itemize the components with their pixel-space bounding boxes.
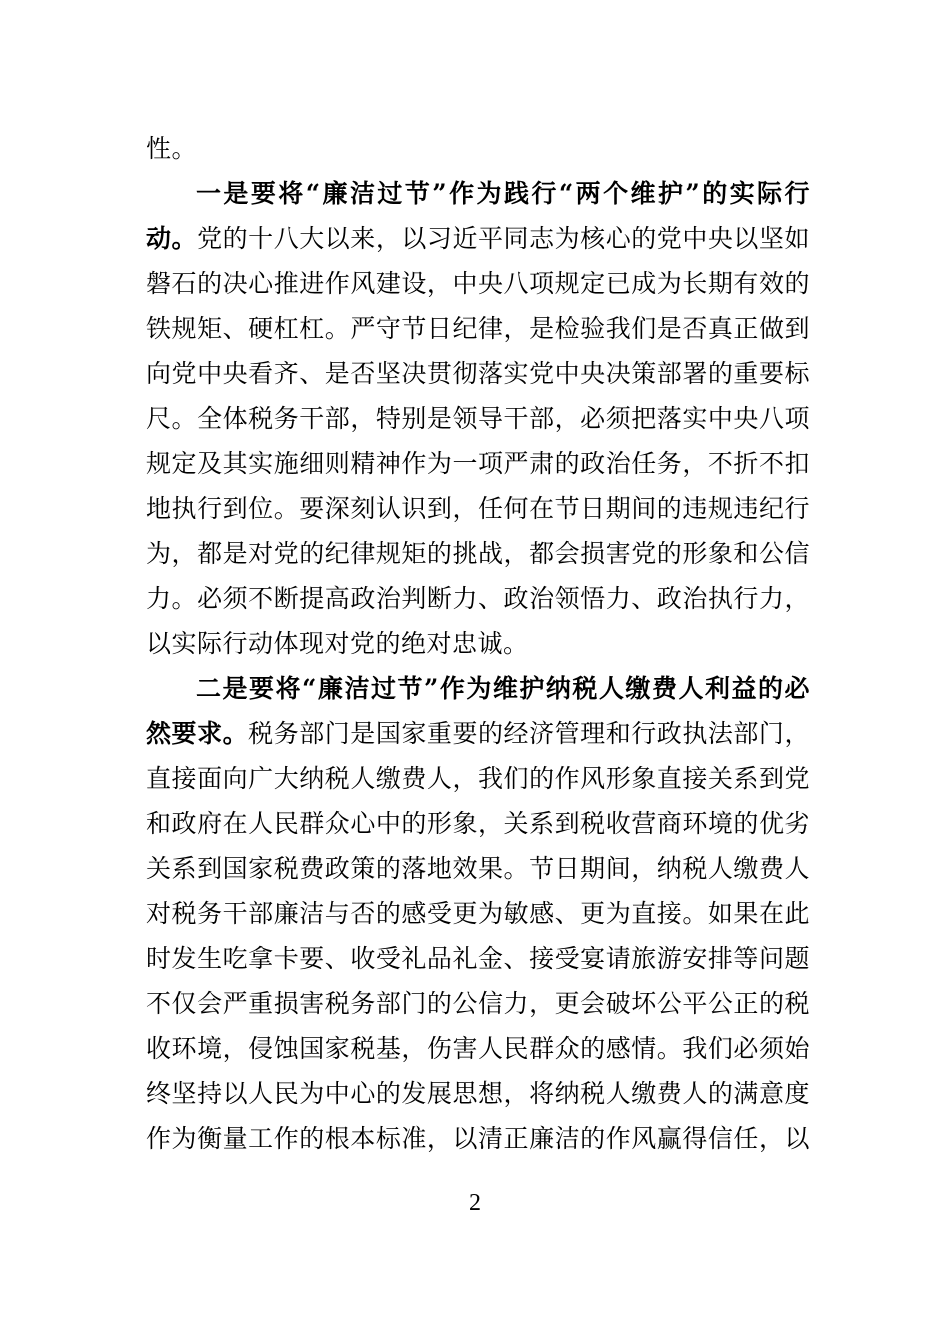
text-line: 时发生吃拿卡要、收受礼品礼金、接受宴请旅游安排等问题 [146,944,810,973]
text-line [146,712,810,756]
text-line: 尺。全体税务干部，特别是领导干部，必须把落实中央八项 [146,404,810,433]
heading-text: 二是要将“廉洁过节”作为维护纳税人缴费人利益的必 [196,674,810,703]
text-line: 不仅会严重损害税务部门的公信力，更会破坏公平公正的税 [146,989,810,1018]
section-heading-1 [196,172,810,216]
text-line: 对税务干部廉洁与否的感受更为敏感、更为直接。如果在此 [146,899,810,928]
heading-text: 然要求。 [146,719,249,748]
section-heading-2 [196,667,810,711]
heading-text: 一是要将“廉洁过节”作为践行“两个维护”的实际行 [196,179,810,208]
text-line: 铁规矩、硬杠杠。严守节日纪律，是检验我们是否真正做到 [146,314,810,343]
text-line: 终坚持以人民为中心的发展思想，将纳税人缴费人的满意度 [146,1079,810,1108]
body-text: 税务部门是国家重要的经济管理和行政执法部门， [248,719,810,748]
text-line: 力。必须不断提高政治判断力、政治领悟力、政治执行力， [146,584,810,613]
text-line: 向党中央看齐、是否坚决贯彻落实党中央决策部署的重要标 [146,359,810,388]
text-line: 为，都是对党的纪律规矩的挑战，都会损害党的形象和公信 [146,539,810,568]
text-line: 地执行到位。要深刻认识到，任何在节日期间的违规违纪行 [146,494,810,523]
text-line: 直接面向广大纳税人缴费人，我们的作风形象直接关系到党 [146,764,810,793]
text-line: 性。 [146,134,198,163]
body-text: 党的十八大以来，以习近平同志为核心的党中央以坚如 [197,224,810,253]
text-line: 规定及其实施细则精神作为一项严肃的政治任务，不折不扣 [146,449,810,478]
page-number: 2 [469,1190,481,1216]
text-line [146,217,810,261]
text-line: 和政府在人民群众心中的形象，关系到税收营商环境的优劣 [146,809,810,838]
heading-text: 动。 [146,224,198,253]
text-line: 作为衡量工作的根本标准，以清正廉洁的作风赢得信任，以 [146,1124,810,1153]
text-line: 以实际行动体现对党的绝对忠诚。 [146,629,529,658]
text-line: 关系到国家税费政策的落地效果。节日期间，纳税人缴费人 [146,854,810,883]
text-line: 磐石的决心推进作风建设，中央八项规定已成为长期有效的 [146,269,810,298]
text-line: 收环境，侵蚀国家税基，伤害人民群众的感情。我们必须始 [146,1034,810,1063]
